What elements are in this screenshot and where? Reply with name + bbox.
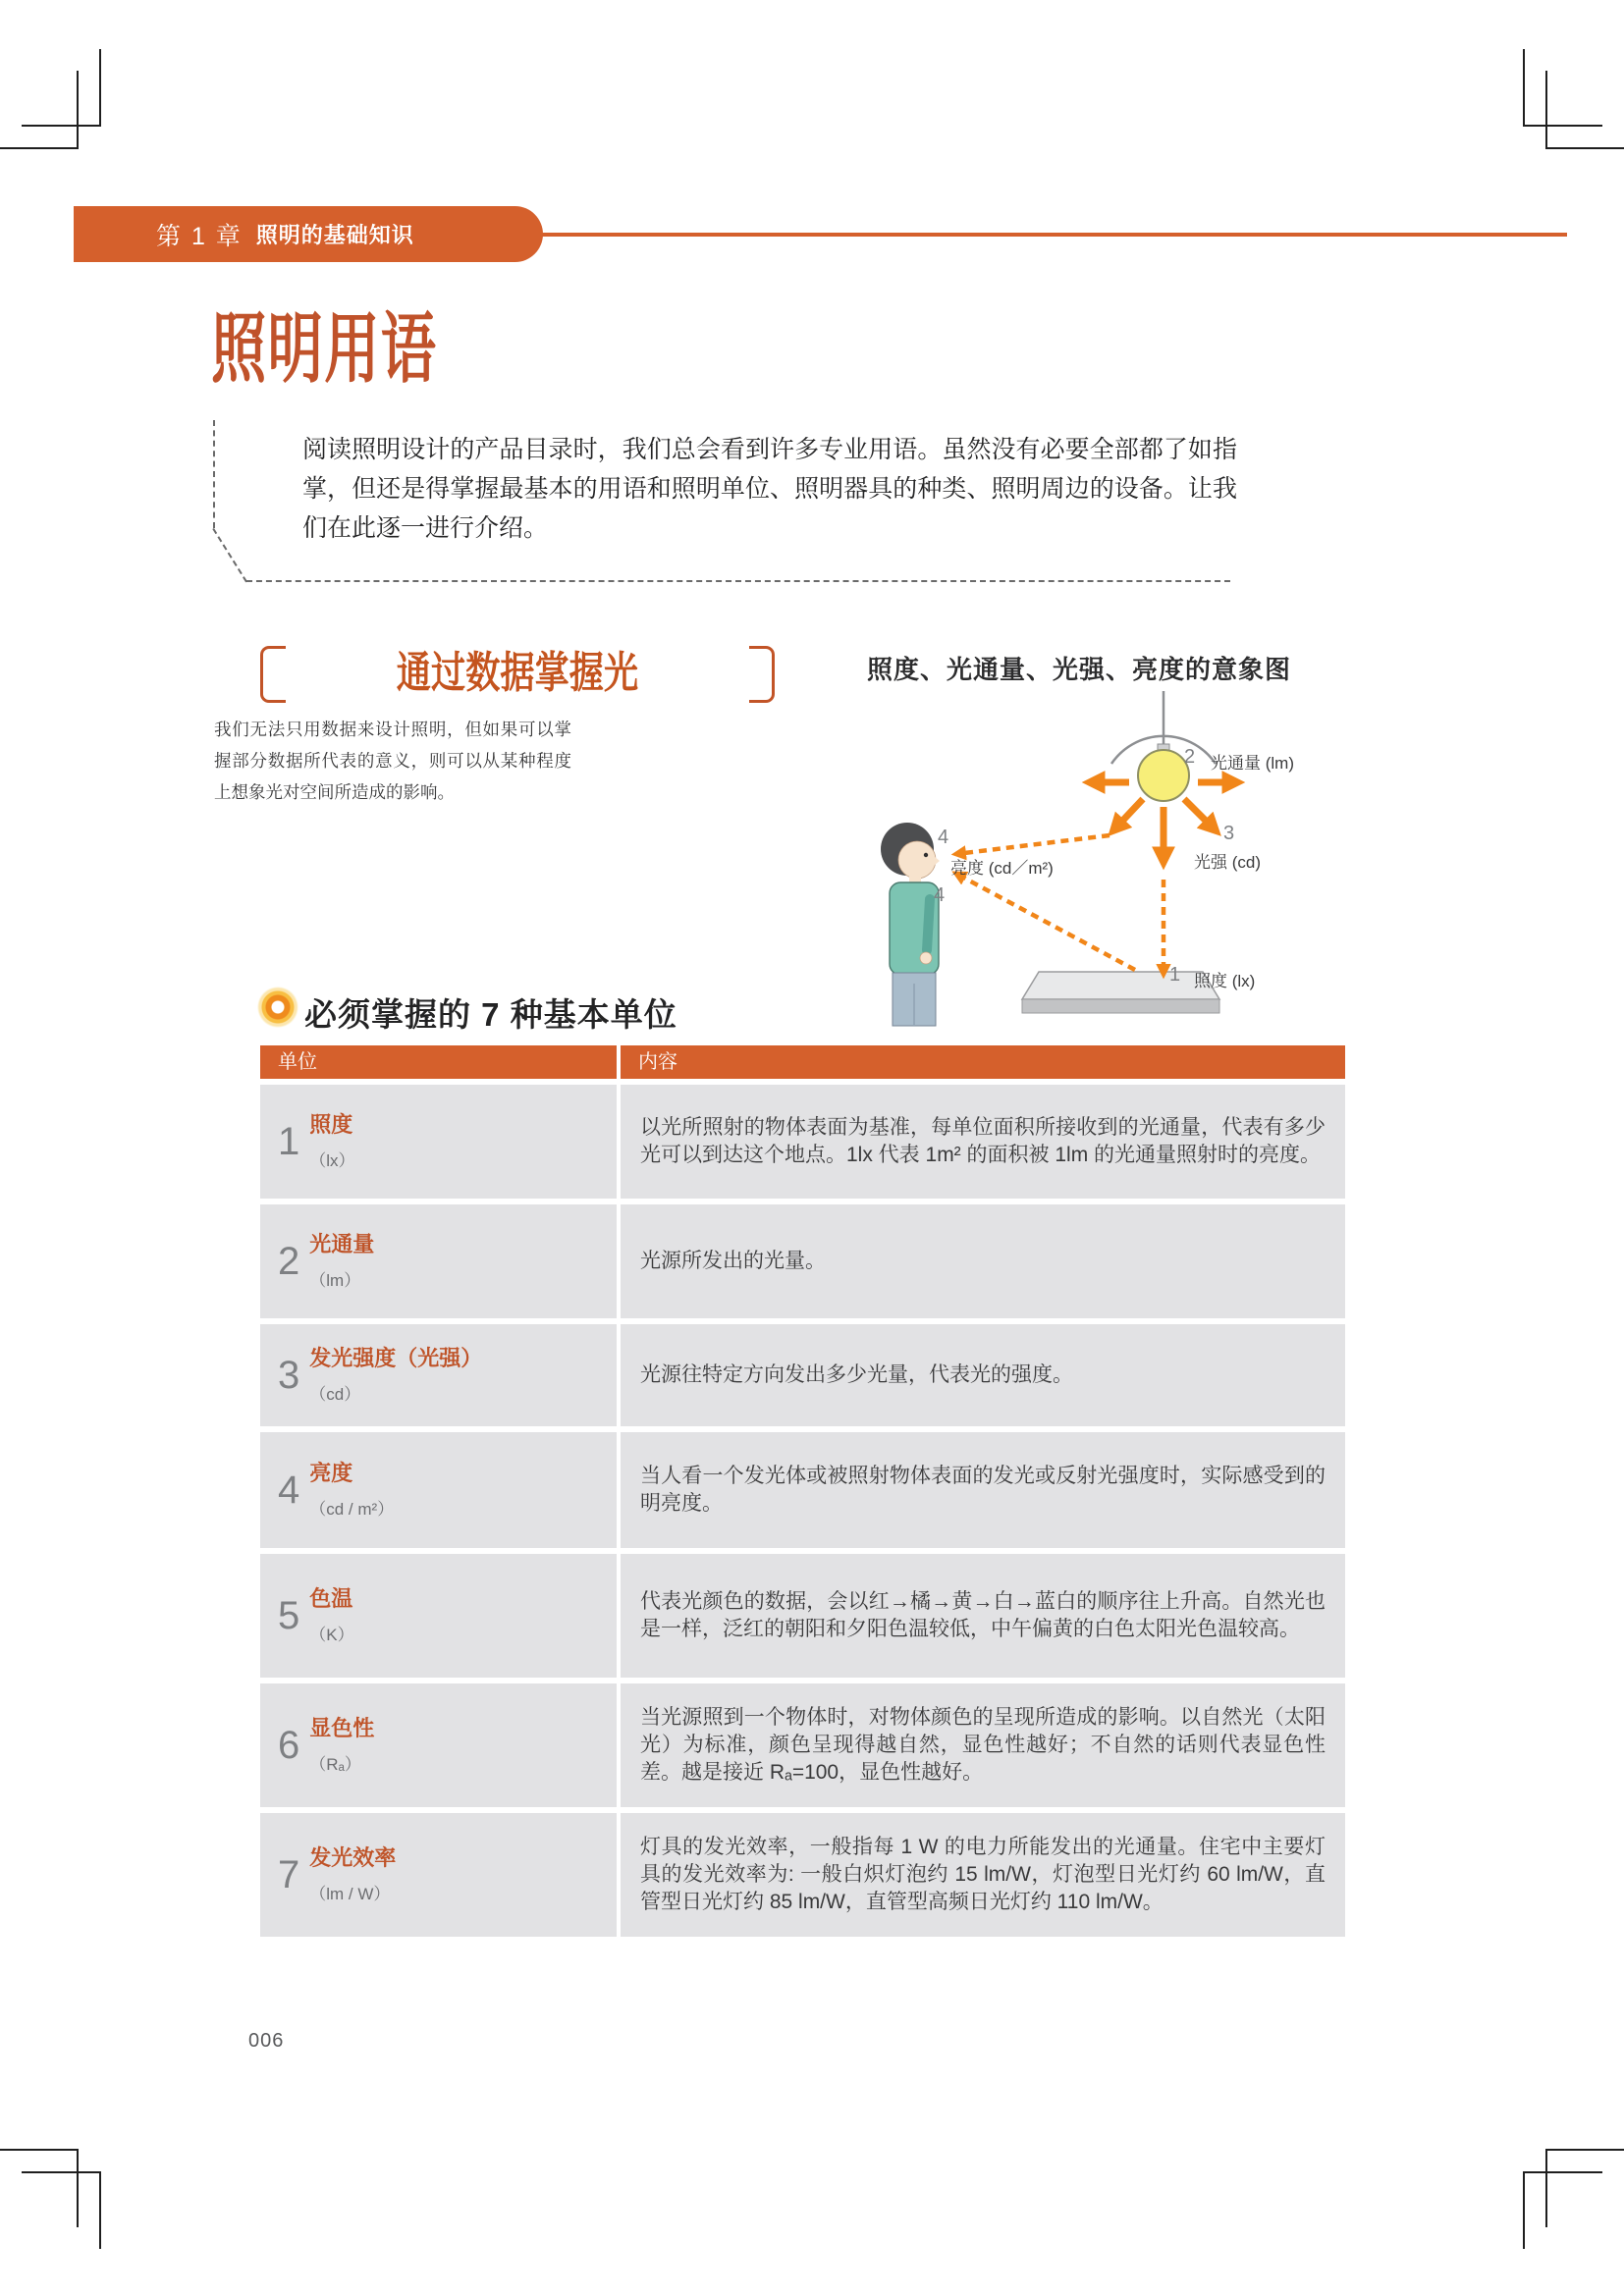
table-row — [260, 1813, 1345, 1937]
unit-term: 发光效率 — [309, 1845, 397, 1871]
unit-number: 3 — [278, 1354, 300, 1397]
units-table — [260, 1085, 1345, 1937]
diagram-flux-number: 2 — [1184, 746, 1196, 768]
unit-description: 灯具的发光效率，一般指每 1 W 的电力所能发出的光通量。住宅中主要灯具的发光效率为: 一般白炽灯泡约 15 lm/W，灯泡型日光灯约 60 lm/W，直管型日光灯约 85 lm/W，直管型高频日光灯约 110 lm/W。 — [640, 1836, 1326, 1913]
unit-cell — [260, 1204, 617, 1318]
person-face — [898, 841, 936, 879]
diagram-flux-label: 光通量 (lm) — [1211, 754, 1294, 773]
units-heading: 必须掌握的 7 种基本单位 — [304, 996, 677, 1033]
diagram-luminance-number-top: 4 — [938, 827, 949, 848]
unit-symbol: （cd） — [309, 1384, 361, 1404]
table-surface — [1022, 972, 1219, 1013]
unit-symbol: （Rₐ） — [309, 1754, 361, 1774]
glow-bullet-icon — [256, 986, 299, 1029]
content-cell — [621, 1432, 1345, 1548]
crop-mark — [22, 2171, 101, 2249]
table-row — [260, 1683, 1345, 1807]
unit-number: 7 — [278, 1853, 300, 1896]
intro-dashed-border-diagonal — [212, 528, 247, 582]
table-row — [260, 1554, 1345, 1678]
diagram-illuminance-number: 1 — [1169, 964, 1181, 986]
unit-cell — [260, 1554, 617, 1678]
column-header-content: 内容 — [621, 1045, 1345, 1079]
diagram-title: 照度、光通量、光强、亮度的意象图 — [867, 655, 1292, 684]
person-nose — [934, 856, 940, 866]
unit-term: 照度 — [309, 1112, 353, 1138]
unit-term: 色温 — [309, 1586, 353, 1612]
arrow-table-to-eye — [956, 874, 1135, 970]
crop-mark — [1523, 2171, 1602, 2249]
unit-term: 显色性 — [309, 1716, 375, 1741]
content-cell — [621, 1554, 1345, 1678]
person-eye — [924, 853, 928, 857]
unit-cell — [260, 1683, 617, 1807]
chapter-banner — [74, 206, 543, 262]
heading-bracket-right — [749, 646, 775, 703]
unit-symbol: （lm / W） — [309, 1884, 391, 1903]
diagram-luminance-label: 亮度 (cd／m²) — [950, 859, 1054, 878]
table-row — [260, 1432, 1345, 1548]
unit-description: 以光所照射的物体表面为基准，每单位面积所接收到的光通量，代表有多少光可以到达这个地点。1lx 代表 1m² 的面积被 1lm 的光通量照射时的亮度。 — [640, 1116, 1326, 1166]
arrow-lamp-to-eye — [956, 835, 1110, 854]
page-number: 006 — [248, 2030, 285, 2052]
unit-symbol: （lm） — [309, 1270, 361, 1290]
unit-cell — [260, 1432, 617, 1548]
diagram-intensity-label: 光强 (cd) — [1194, 853, 1261, 872]
intro-dashed-border-left — [213, 420, 215, 528]
unit-number: 1 — [278, 1120, 300, 1163]
unit-number: 6 — [278, 1724, 300, 1767]
person-hand — [920, 952, 932, 964]
unit-term: 发光强度（光强） — [309, 1346, 483, 1371]
unit-cell — [260, 1085, 617, 1199]
unit-number: 4 — [278, 1468, 300, 1512]
section-heading: 通过数据掌握光 — [396, 649, 639, 697]
diagram-illuminance-label: 照度 (lx) — [1194, 972, 1256, 990]
unit-symbol: （cd / m²） — [309, 1499, 395, 1519]
content-cell — [621, 1204, 1345, 1318]
table-row — [260, 1204, 1345, 1318]
unit-number: 5 — [278, 1594, 300, 1637]
content-cell — [621, 1813, 1345, 1937]
section-body: 我们无法只用数据来设计照明，但如果可以掌握部分数据所代表的意义，则可以从某种程度上想象光对空间所造成的影响。 — [214, 720, 571, 802]
units-table-header — [260, 1045, 1345, 1079]
header-rule — [540, 233, 1567, 237]
lamp-bulb — [1138, 750, 1189, 801]
intro-dashed-border-bottom — [246, 580, 1230, 582]
chapter-title: 照明的基础知识 — [255, 223, 414, 247]
unit-number: 2 — [278, 1240, 300, 1283]
unit-term: 光通量 — [309, 1232, 375, 1257]
diagram-intensity-number: 3 — [1223, 823, 1235, 844]
unit-term: 亮度 — [309, 1461, 353, 1486]
page-title: 照明用语 — [211, 305, 438, 392]
person-figure — [881, 823, 940, 1026]
unit-description: 代表光颜色的数据，会以红→橘→黄→白→蓝白的顺序往上升高。自然光也是一样，泛红的朝阳和夕阳色温较低，中午偏黄的白色太阳光色温较高。 — [640, 1590, 1326, 1640]
crop-mark — [1523, 49, 1602, 127]
content-cell — [621, 1683, 1345, 1807]
unit-symbol: （lx） — [309, 1150, 355, 1170]
content-cell — [621, 1085, 1345, 1199]
column-header-unit: 单位 — [260, 1045, 617, 1079]
person-arm — [927, 899, 930, 950]
unit-cell — [260, 1324, 617, 1426]
unit-description: 当光源照到一个物体时，对物体颜色的呈现所造成的影响。以自然光（太阳光）为标准，颜色呈现得越自然，显色性越好；不自然的话则代表显色性差。越是接近 Rₐ=100，显色性越好。 — [640, 1706, 1326, 1784]
content-cell — [621, 1324, 1345, 1426]
intro-paragraph: 阅读照明设计的产品目录时，我们总会看到许多专业用语。虽然没有必要全部都了如指掌，但还是得掌握最基本的用语和照明单位、照明器具的种类、照明周边的设备。让我们在此逐一进行介绍。 — [302, 436, 1237, 542]
table-row — [260, 1324, 1345, 1426]
unit-cell — [260, 1813, 617, 1937]
unit-symbol: （K） — [309, 1625, 354, 1644]
unit-description: 当人看一个发光体或被照射物体表面的发光或反射光强度时，实际感受到的明亮度。 — [640, 1465, 1326, 1515]
chapter-number: 第 1 章 — [156, 222, 243, 250]
crop-mark — [22, 49, 101, 127]
unit-description: 光源往特定方向发出多少光量，代表光的强度。 — [640, 1363, 1073, 1386]
table-row — [260, 1085, 1345, 1199]
lighting-diagram-illustration — [864, 687, 1375, 1041]
unit-description: 光源所发出的光量。 — [640, 1250, 826, 1272]
heading-bracket-left — [260, 646, 286, 703]
diagram-luminance-number-bottom: 4 — [934, 884, 946, 906]
